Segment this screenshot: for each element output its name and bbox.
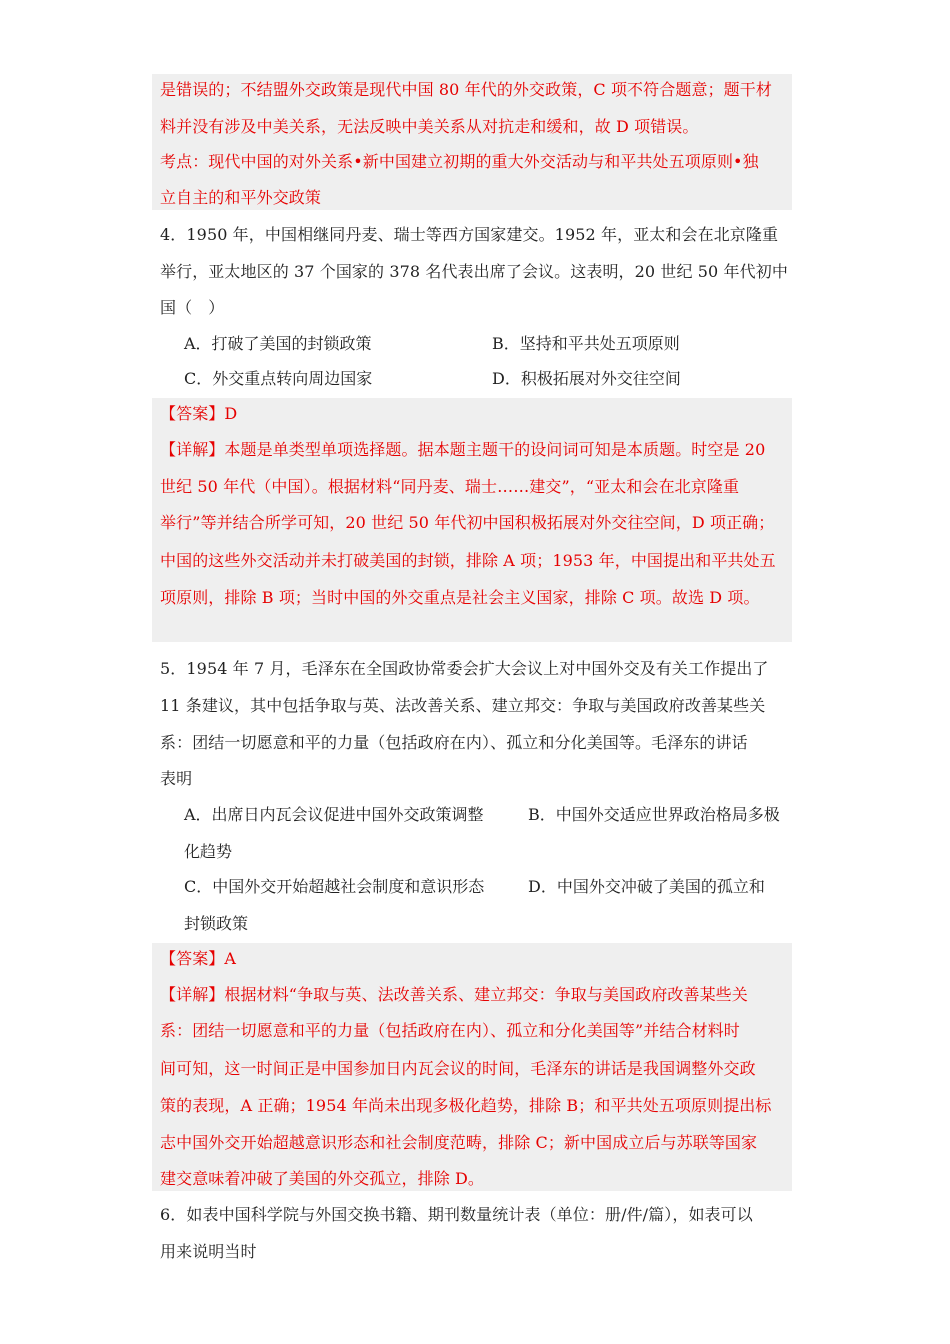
q5-stem-line-3: 系：团结一切愿意和平的力量（包括政府在内）、孤立和分化美国等。毛泽东的讲话 (160, 733, 748, 752)
q4-option-b[interactable]: B．坚持和平共处五项原则 (492, 334, 680, 353)
q5-detail-line-1: 【详解】根据材料“争取与英、法改善关系、建立邦交：争取与美国政府改善某些关 (160, 985, 748, 1004)
q5-option-d[interactable]: D．中国外交冲破了美国的孤立和 (528, 877, 765, 896)
q5-option-a[interactable]: A．出席日内瓦会议促进中国外交政策调整 (184, 805, 484, 824)
q5-option-b-continued[interactable]: 化趋势 (184, 842, 233, 861)
q6-stem-line-2: 用来说明当时 (160, 1242, 257, 1261)
q3-keypoint-line-1: 考点：现代中国的对外关系•新中国建立初期的重大外交活动与和平共处五项原则•独 (160, 152, 759, 171)
q5-option-d-continued[interactable]: 封锁政策 (184, 914, 249, 933)
q4-option-d[interactable]: D．积极拓展对外交往空间 (492, 369, 681, 388)
q5-detail-line-5: 志中国外交开始超越意识形态和社会制度范畴，排除 C；新中国成立后与苏联等国家 (160, 1133, 758, 1152)
q5-detail-line-4: 策的表现，A 正确；1954 年尚未出现多极化趋势，排除 B；和平共处五项原则提出标 (160, 1096, 772, 1115)
q5-detail-line-3: 间可知，这一时间正是中国参加日内瓦会议的时间，毛泽东的讲话是我国调整外交政 (160, 1059, 756, 1078)
q5-option-b[interactable]: B．中国外交适应世界政治格局多极 (528, 805, 780, 824)
q4-stem-line-3: 国（ ） (160, 298, 225, 317)
q5-option-c[interactable]: C．中国外交开始超越社会制度和意识形态 (184, 877, 485, 896)
q5-stem-line-1: 5．1954 年 7 月，毛泽东在全国政协常委会扩大会议上对中国外交及有关工作提出了 (160, 659, 769, 678)
q4-stem-line-1: 4．1950 年，中国相继同丹麦、瑞士等西方国家建交。1952 年，亚太和会在北京隆重 (160, 225, 779, 244)
q5-stem-line-4: 表明 (160, 769, 193, 788)
q5-detail-line-6: 建交意味着冲破了美国的外交孤立，排除 D。 (160, 1169, 485, 1188)
q4-stem-line-2: 举行，亚太地区的 37 个国家的 378 名代表出席了会议。这表明，20 世纪 50 年代初中 (160, 262, 788, 281)
q4-detail-line-5: 项原则，排除 B 项；当时中国的外交重点是社会主义国家，排除 C 项。故选 D 项。 (160, 588, 760, 607)
q4-detail-line-3: 举行”等并结合所学可知，20 世纪 50 年代初中国积极拓展对外交往空间，D 项正确； (160, 513, 775, 532)
q5-detail-line-2: 系：团结一切愿意和平的力量（包括政府在内）、孤立和分化美国等”并结合材料时 (160, 1021, 740, 1040)
q6-stem-line-1: 6．如表中国科学院与外国交换书籍、期刊数量统计表（单位：册/件/篇），如表可以 (160, 1205, 753, 1224)
q4-option-a[interactable]: A．打破了美国的封锁政策 (184, 334, 372, 353)
q5-answer: 【答案】A (160, 949, 237, 968)
q4-detail-line-4: 中国的这些外交活动并未打破美国的封锁，排除 A 项；1953 年，中国提出和平共处五 (160, 551, 776, 570)
q3-explanation-line-1: 是错误的；不结盟外交政策是现代中国 80 年代的外交政策，C 项不符合题意；题干材 (160, 80, 772, 99)
q4-answer: 【答案】D (160, 404, 238, 423)
q3-keypoint-line-2: 立自主的和平外交政策 (160, 188, 322, 207)
q4-detail-line-1: 【详解】本题是单类型单项选择题。据本题主题干的设问词可知是本质题。时空是 20 (160, 440, 766, 459)
q5-stem-line-2: 11 条建议，其中包括争取与英、法改善关系、建立邦交：争取与美国政府改善某些关 (160, 696, 766, 715)
q4-option-c[interactable]: C．外交重点转向周边国家 (184, 369, 373, 388)
q3-explanation-line-2: 料并没有涉及中美关系，无法反映中美关系从对抗走和缓和，故 D 项错误。 (160, 117, 699, 136)
q4-detail-line-2: 世纪 50 年代（中国）。根据材料“同丹麦、瑞士……建交”，“亚太和会在北京隆重 (160, 477, 740, 496)
